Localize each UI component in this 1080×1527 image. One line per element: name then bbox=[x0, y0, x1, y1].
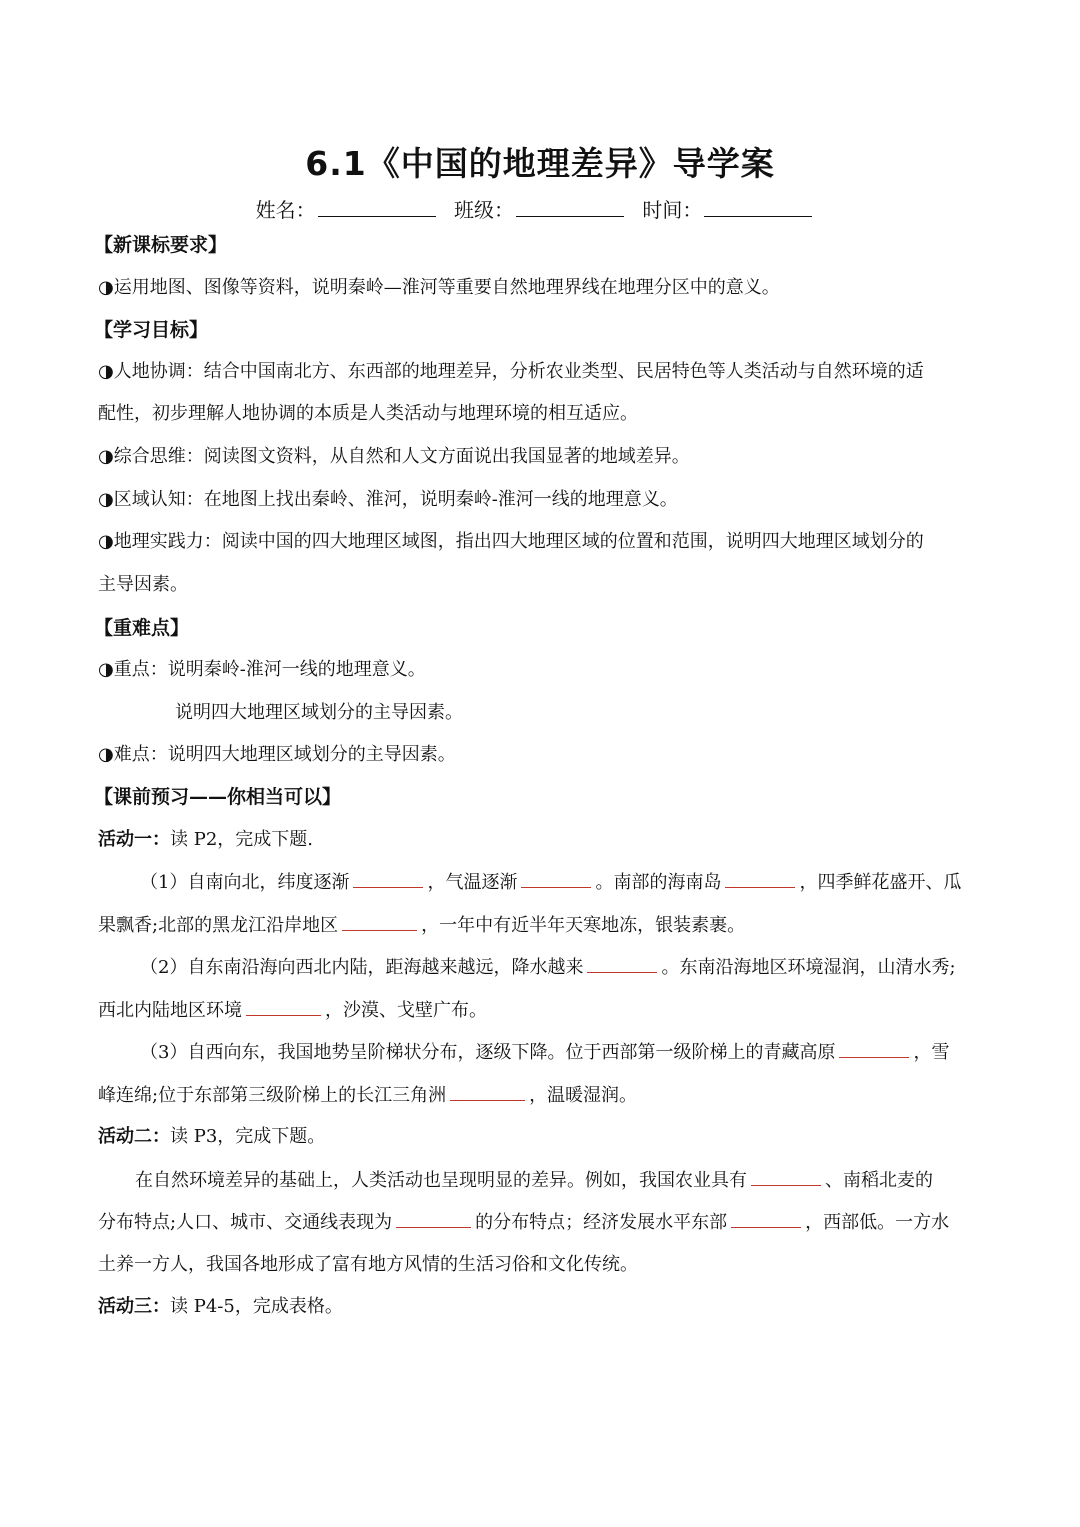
blank-population[interactable] bbox=[396, 1209, 471, 1228]
text: ，温暖湿润。 bbox=[529, 1085, 638, 1106]
text: ，雪 bbox=[913, 1042, 950, 1063]
text: 。东南沿海地区环境湿润，山清水秀; bbox=[661, 957, 956, 978]
class-label: 班级： bbox=[454, 198, 514, 222]
text: ，沙漠、戈壁广布。 bbox=[325, 1000, 487, 1021]
activity1-q3-line1 bbox=[140, 1039, 1030, 1066]
blank-agriculture[interactable] bbox=[751, 1167, 821, 1186]
text: 分布特点;人口、城市、交通线表现为 bbox=[98, 1212, 393, 1233]
text: 西北内陆地区环境 bbox=[98, 1000, 242, 1021]
name-label: 姓名： bbox=[255, 198, 316, 222]
blank-northwest-env[interactable] bbox=[246, 997, 321, 1016]
activity2-line2 bbox=[98, 1209, 988, 1236]
text: 峰连绵;位于东部第三级阶梯上的长江三角洲 bbox=[98, 1085, 447, 1106]
blank-economy-east[interactable] bbox=[731, 1209, 801, 1228]
time-field[interactable] bbox=[704, 198, 812, 217]
text: ，气温逐渐 bbox=[427, 872, 518, 893]
text: （1）自南向北，纬度逐渐 bbox=[140, 872, 350, 893]
section-heading-standard: 【新课标要求】 bbox=[94, 234, 228, 256]
section-heading-preview: 【课前预习——你相当可以】 bbox=[94, 786, 342, 808]
difficulty-line: ◑难点：说明四大地理区域划分的主导因素。 bbox=[98, 744, 456, 765]
activity1-q3-line2 bbox=[98, 1082, 988, 1109]
text: ，一年中有近半年天寒地冻，银装素裹。 bbox=[421, 915, 746, 936]
activity3-instruction: 读 P4-5，完成表格。 bbox=[170, 1296, 343, 1317]
activity3-label: 活动三： bbox=[98, 1296, 170, 1317]
text: 在自然环境差异的基础上，人类活动也呈现明显的差异。例如，我国农业具有 bbox=[135, 1170, 747, 1191]
text: （3）自西向东，我国地势呈阶梯状分布，逐级下降。位于西部第一级阶梯上的青藏高原 bbox=[140, 1042, 836, 1063]
standard-line: ◑运用地图、图像等资料，说明秦岭—淮河等重要自然地理界线在地理分区中的意义。 bbox=[98, 277, 780, 298]
activity1-label: 活动一： bbox=[98, 829, 170, 850]
page-title: 6.1《中国的地理差异》导学案 bbox=[305, 144, 775, 183]
goal-line: 主导因素。 bbox=[98, 574, 188, 595]
name-field[interactable] bbox=[318, 198, 436, 217]
activity1-q1-line2 bbox=[98, 912, 988, 939]
goal-line: ◑地理实践力：阅读中国的四大地理区域图，指出四大地理区域的位置和范围，说明四大地理区域划分的 bbox=[98, 531, 924, 552]
activity3-intro bbox=[98, 1294, 988, 1320]
goal-line: 配性，初步理解人地协调的本质是人类活动与地理环境的相互适应。 bbox=[98, 403, 638, 424]
text: （2）自东南沿海向西北内陆，距海越来越远，降水越来 bbox=[140, 957, 584, 978]
text: ，西部低。一方水 bbox=[805, 1212, 950, 1233]
activity2-label: 活动二： bbox=[98, 1126, 170, 1147]
key-line: ◑重点：说明秦岭-淮河一线的地理意义。 bbox=[98, 659, 426, 680]
text: 。南部的海南岛 bbox=[595, 872, 722, 893]
activity2-line1 bbox=[135, 1167, 1025, 1194]
activity1-intro bbox=[98, 827, 988, 853]
goal-line: ◑综合思维：阅读图文资料，从自然和人文方面说出我国显著的地域差异。 bbox=[98, 446, 690, 467]
blank-heilongjiang[interactable] bbox=[342, 912, 417, 931]
blank-temperature[interactable] bbox=[521, 869, 591, 888]
section-heading-key: 【重难点】 bbox=[94, 617, 190, 639]
activity1-instruction: 读 P2，完成下题. bbox=[170, 829, 314, 850]
blank-hainan[interactable] bbox=[725, 869, 795, 888]
text: ，四季鲜花盛开、瓜 bbox=[799, 872, 962, 893]
activity2-line3: 土养一方人，我国各地形成了富有地方风情的生活习俗和文化传统。 bbox=[98, 1254, 638, 1275]
student-info-row bbox=[0, 194, 1080, 223]
activity1-q2-line2 bbox=[98, 997, 988, 1024]
activity2-intro bbox=[98, 1124, 988, 1150]
blank-qinghai-tibet[interactable] bbox=[839, 1039, 909, 1058]
text: 、南稻北麦的 bbox=[825, 1170, 933, 1191]
blank-precipitation[interactable] bbox=[587, 954, 657, 973]
activity1-q2-line1 bbox=[140, 954, 1030, 981]
activity2-instruction: 读 P3，完成下题。 bbox=[170, 1126, 326, 1147]
key-line: 说明四大地理区域划分的主导因素。 bbox=[175, 702, 463, 723]
goal-line: ◑人地协调：结合中国南北方、东西部的地理差异，分析农业类型、民居特色等人类活动与自然环境的适 bbox=[98, 361, 924, 382]
time-label: 时间： bbox=[642, 198, 703, 222]
goal-line: ◑区域认知：在地图上找出秦岭、淮河，说明秦岭-淮河一线的地理意义。 bbox=[98, 489, 678, 510]
class-field[interactable] bbox=[516, 198, 624, 217]
text: 果飘香;北部的黑龙江沿岸地区 bbox=[98, 915, 339, 936]
section-heading-goals: 【学习目标】 bbox=[94, 319, 209, 341]
blank-latitude[interactable] bbox=[353, 869, 423, 888]
blank-yangtze-delta[interactable] bbox=[450, 1082, 525, 1101]
activity1-q1-line1 bbox=[140, 869, 1030, 896]
text: 的分布特点；经济发展水平东部 bbox=[475, 1212, 728, 1233]
